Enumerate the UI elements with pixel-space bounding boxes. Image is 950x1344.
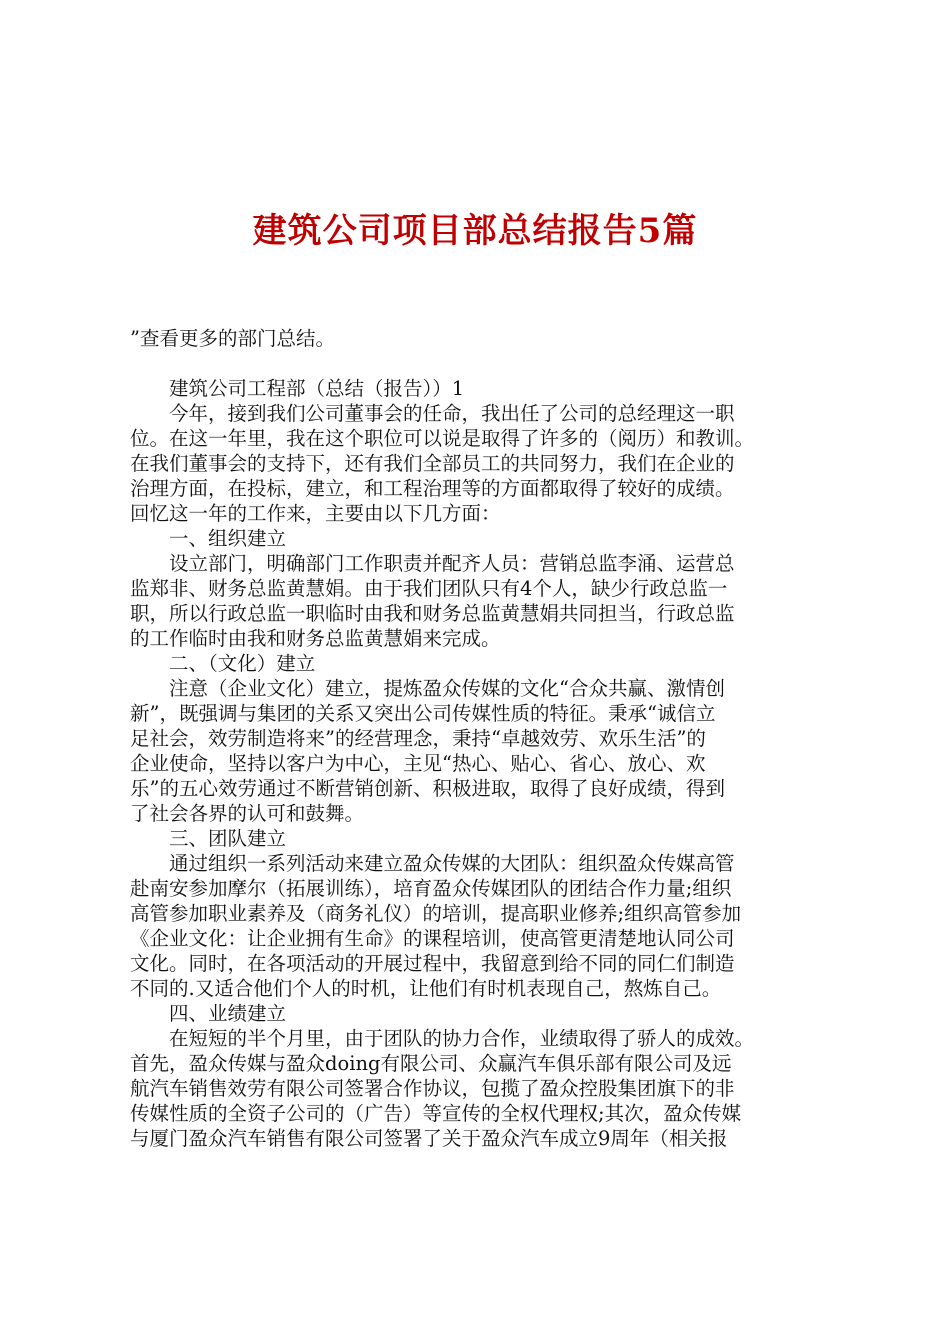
text-line: 首先，盈众传媒与盈众doing有限公司、众赢汽车俱乐部有限公司及远 [130, 1052, 732, 1075]
subheading: 一、组织建立 [169, 527, 287, 550]
text-line: 的工作临时由我和财务总监黄慧娟来完成。 [130, 627, 501, 650]
text-line: 监郑非、财务总监黄慧娟。由于我们团队只有4个人，缺少行政总监一 [130, 577, 728, 600]
text-line: 了社会各界的认可和鼓舞。 [130, 802, 365, 825]
text-line: 《企业文化：让企业拥有生命》的课程培训，使高管更清楚地认同公司 [130, 927, 735, 950]
paragraph-team [130, 851, 830, 1001]
text-line: 治理方面，在投标，建立，和工程治理等的方面都取得了较好的成绩。 [130, 477, 735, 500]
heading-culture [130, 651, 830, 676]
subheading: 四、业绩建立 [169, 1002, 287, 1025]
text-line: 足社会，效劳制造将来”的经营理念，秉持“卓越效劳、欢乐生活”的 [130, 727, 706, 750]
heading-team [130, 826, 830, 851]
subheading: 三、团队建立 [169, 827, 287, 850]
subheading: 二、（文化）建立 [169, 652, 316, 675]
intro-line: ”查看更多的部门总结。 [130, 327, 335, 350]
text-line: 文化。同时，在各项活动的开展过程中，我留意到给不同的同仁们制造 [130, 952, 735, 975]
document-body [130, 326, 830, 1151]
text-line: 航汽车销售效劳有限公司签署合作协议，包揽了盈众控股集团旗下的非 [130, 1077, 735, 1100]
paragraph-performance [130, 1026, 830, 1151]
text-line: 与厦门盈众汽车销售有限公司签署了关于盈众汽车成立9周年（相关报 [130, 1127, 728, 1150]
text-line: 不同的.又适合他们个人的时机，让他们有时机表现自己，熬炼自己。 [130, 977, 722, 1000]
paragraph-organization [130, 551, 830, 651]
paragraph-gap [130, 351, 830, 376]
text-line: 职，所以行政总监一职临时由我和财务总监黄慧娟共同担当，行政总监 [130, 602, 735, 625]
text-line: 设立部门，明确部门工作职责并配齐人员：营销总监李涌、运营总 [169, 552, 735, 575]
text-line: 在短短的半个月里，由于团队的协力合作，业绩取得了骄人的成效。 [169, 1027, 755, 1050]
paragraph-intro [130, 401, 830, 526]
text-line: 传媒性质的全资子公司的（广告）等宣传的全权代理权;其次，盈众传媒 [130, 1102, 742, 1125]
document-title: 建筑公司项目部总结报告5篇 [252, 211, 698, 251]
text-line: 赴南安参加摩尔（拓展训练），培育盈众传媒团队的团结合作力量;组织 [130, 877, 732, 900]
text-line: 新”，既强调与集团的关系又突出公司传媒性质的特征。秉承“诚信立 [130, 702, 716, 725]
heading-performance [130, 1001, 830, 1026]
text-line: 企业使命，坚持以客户为中心，主见“热心、贴心、省心、放心、欢 [130, 752, 706, 775]
text-line: 位。在这一年里，我在这个职位可以说是取得了许多的（阅历）和教训。 [130, 427, 755, 450]
text-line: 在我们董事会的支持下，还有我们全部员工的共同努力，我们在企业的 [130, 452, 735, 475]
section-heading: 建筑公司工程部（总结（报告））1 [169, 377, 465, 400]
text-line: 乐”的五心效劳通过不断营销创新、积极进取，取得了良好成绩，得到 [130, 777, 725, 800]
text-line: 高管参加职业素养及（商务礼仪）的培训，提高职业修养;组织高管参加 [130, 902, 742, 925]
paragraph-culture [130, 676, 830, 826]
text-line: 通过组织一系列活动来建立盈众传媒的大团队：组织盈众传媒高管 [169, 852, 735, 875]
heading-organization [130, 526, 830, 551]
text-line: 注意（企业文化）建立，提炼盈众传媒的文化“合众共赢、激情创 [169, 677, 725, 700]
text-line: 今年，接到我们公司董事会的任命，我出任了公司的总经理这一职 [169, 402, 735, 425]
text-line: 回忆这一年的工作来，主要由以下几方面： [130, 502, 501, 525]
